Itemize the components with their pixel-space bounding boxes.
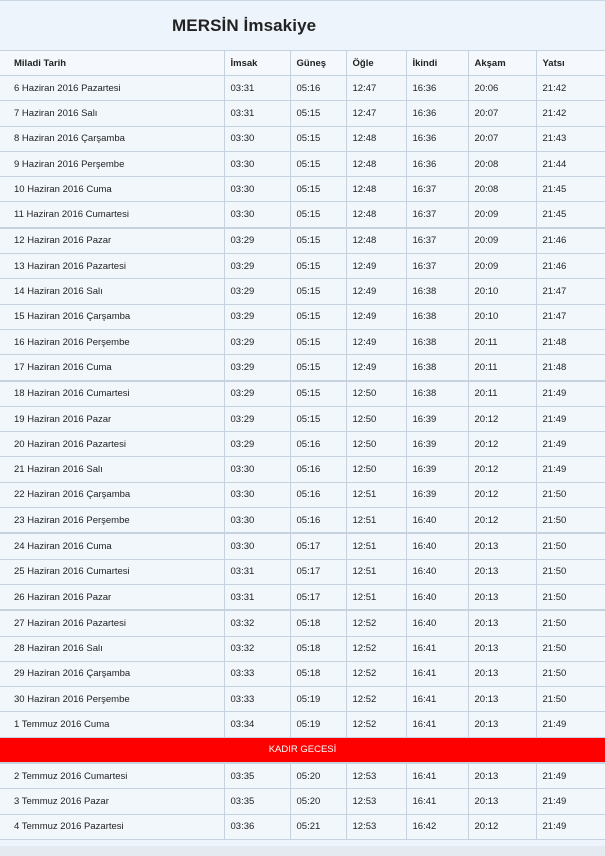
date-cell: 30 Haziran 2016 Perşembe <box>0 687 224 712</box>
imsak-cell: 03:29 <box>224 228 290 254</box>
ikindi-cell: 16:41 <box>406 789 468 814</box>
ogle-cell: 12:52 <box>346 687 406 712</box>
yatsi-cell: 21:47 <box>536 279 605 304</box>
imsak-cell: 03:31 <box>224 101 290 126</box>
ikindi-cell: 16:39 <box>406 432 468 457</box>
table-row <box>0 814 605 839</box>
date-cell: 17 Haziran 2016 Cuma <box>0 355 224 381</box>
ikindi-cell: 16:41 <box>406 687 468 712</box>
header-ikindi: İkindi <box>406 51 468 76</box>
yatsi-cell: 21:42 <box>536 76 605 101</box>
gunes-cell: 05:15 <box>290 101 346 126</box>
date-cell: 8 Haziran 2016 Çarşamba <box>0 126 224 151</box>
table-header-row <box>0 51 605 76</box>
highlight-label: KADIR GECESİ <box>0 737 605 763</box>
ikindi-cell: 16:36 <box>406 76 468 101</box>
ogle-cell: 12:48 <box>346 228 406 254</box>
table-row <box>0 610 605 636</box>
yatsi-cell: 21:42 <box>536 101 605 126</box>
table-row <box>0 228 605 254</box>
gunes-cell: 05:17 <box>290 559 346 584</box>
aksam-cell: 20:06 <box>468 76 536 101</box>
aksam-cell: 20:12 <box>468 432 536 457</box>
gunes-cell: 05:17 <box>290 584 346 610</box>
yatsi-cell: 21:43 <box>536 126 605 151</box>
yatsi-cell: 21:49 <box>536 457 605 482</box>
aksam-cell: 20:13 <box>468 610 536 636</box>
imsak-cell: 03:31 <box>224 584 290 610</box>
imsak-cell: 03:29 <box>224 406 290 431</box>
ogle-cell: 12:49 <box>346 329 406 354</box>
gunes-cell: 05:15 <box>290 228 346 254</box>
yatsi-cell: 21:44 <box>536 151 605 176</box>
imsak-cell: 03:29 <box>224 381 290 407</box>
ikindi-cell: 16:38 <box>406 329 468 354</box>
gunes-cell: 05:21 <box>290 814 346 839</box>
date-cell: 6 Haziran 2016 Pazartesi <box>0 76 224 101</box>
ogle-cell: 12:51 <box>346 584 406 610</box>
yatsi-cell: 21:49 <box>536 712 605 737</box>
ogle-cell: 12:52 <box>346 636 406 661</box>
table-row <box>0 381 605 407</box>
table-row <box>0 584 605 610</box>
aksam-cell: 20:11 <box>468 329 536 354</box>
gunes-cell: 05:16 <box>290 482 346 507</box>
ikindi-cell: 16:37 <box>406 177 468 202</box>
ikindi-cell: 16:39 <box>406 482 468 507</box>
gunes-cell: 05:15 <box>290 279 346 304</box>
aksam-cell: 20:13 <box>468 533 536 559</box>
gunes-cell: 05:16 <box>290 457 346 482</box>
ogle-cell: 12:50 <box>346 432 406 457</box>
aksam-cell: 20:10 <box>468 304 536 329</box>
date-cell: 3 Temmuz 2016 Pazar <box>0 789 224 814</box>
ogle-cell: 12:51 <box>346 482 406 507</box>
yatsi-cell: 21:49 <box>536 814 605 839</box>
table-row <box>0 712 605 737</box>
bottom-strip <box>0 846 605 856</box>
gunes-cell: 05:18 <box>290 661 346 686</box>
aksam-cell: 20:12 <box>468 482 536 507</box>
aksam-cell: 20:08 <box>468 177 536 202</box>
yatsi-cell: 21:45 <box>536 202 605 228</box>
ogle-cell: 12:53 <box>346 789 406 814</box>
ogle-cell: 12:47 <box>346 76 406 101</box>
yatsi-cell: 21:49 <box>536 432 605 457</box>
ogle-cell: 12:52 <box>346 610 406 636</box>
yatsi-cell: 21:50 <box>536 533 605 559</box>
ikindi-cell: 16:40 <box>406 610 468 636</box>
ogle-cell: 12:49 <box>346 254 406 279</box>
aksam-cell: 20:13 <box>468 559 536 584</box>
title-bar <box>0 1 605 50</box>
table-row <box>0 508 605 534</box>
ikindi-cell: 16:36 <box>406 151 468 176</box>
header-imsak: İmsak <box>224 51 290 76</box>
aksam-cell: 20:08 <box>468 151 536 176</box>
aksam-cell: 20:13 <box>468 636 536 661</box>
date-cell: 11 Haziran 2016 Cumartesi <box>0 202 224 228</box>
ogle-cell: 12:52 <box>346 661 406 686</box>
date-cell: 24 Haziran 2016 Cuma <box>0 533 224 559</box>
imsak-cell: 03:30 <box>224 533 290 559</box>
gunes-cell: 05:15 <box>290 202 346 228</box>
table-row <box>0 533 605 559</box>
ikindi-cell: 16:37 <box>406 254 468 279</box>
aksam-cell: 20:13 <box>468 687 536 712</box>
date-cell: 14 Haziran 2016 Salı <box>0 279 224 304</box>
imsak-cell: 03:29 <box>224 254 290 279</box>
table-body <box>0 76 605 840</box>
table-row <box>0 482 605 507</box>
yatsi-cell: 21:46 <box>536 254 605 279</box>
ogle-cell: 12:52 <box>346 712 406 737</box>
gunes-cell: 05:15 <box>290 126 346 151</box>
table-row <box>0 151 605 176</box>
date-cell: 28 Haziran 2016 Salı <box>0 636 224 661</box>
table-row <box>0 202 605 228</box>
table-row <box>0 687 605 712</box>
ikindi-cell: 16:40 <box>406 584 468 610</box>
table-row <box>0 177 605 202</box>
yatsi-cell: 21:50 <box>536 508 605 534</box>
ogle-cell: 12:47 <box>346 101 406 126</box>
date-cell: 29 Haziran 2016 Çarşamba <box>0 661 224 686</box>
gunes-cell: 05:17 <box>290 533 346 559</box>
ogle-cell: 12:50 <box>346 406 406 431</box>
imsak-cell: 03:35 <box>224 789 290 814</box>
imsak-cell: 03:31 <box>224 559 290 584</box>
imsak-cell: 03:29 <box>224 304 290 329</box>
gunes-cell: 05:15 <box>290 254 346 279</box>
yatsi-cell: 21:50 <box>536 661 605 686</box>
aksam-cell: 20:07 <box>468 126 536 151</box>
gunes-cell: 05:16 <box>290 508 346 534</box>
aksam-cell: 20:12 <box>468 406 536 431</box>
imsak-cell: 03:29 <box>224 432 290 457</box>
table-row <box>0 406 605 431</box>
ogle-cell: 12:51 <box>346 533 406 559</box>
gunes-cell: 05:16 <box>290 76 346 101</box>
yatsi-cell: 21:50 <box>536 636 605 661</box>
gunes-cell: 05:15 <box>290 406 346 431</box>
imsak-cell: 03:30 <box>224 151 290 176</box>
imsak-cell: 03:29 <box>224 355 290 381</box>
ikindi-cell: 16:37 <box>406 228 468 254</box>
yatsi-cell: 21:49 <box>536 789 605 814</box>
date-cell: 26 Haziran 2016 Pazar <box>0 584 224 610</box>
gunes-cell: 05:19 <box>290 712 346 737</box>
page-title: MERSİN İmsakiye <box>172 15 317 35</box>
aksam-cell: 20:10 <box>468 279 536 304</box>
table-row <box>0 329 605 354</box>
aksam-cell: 20:12 <box>468 508 536 534</box>
gunes-cell: 05:20 <box>290 763 346 789</box>
date-cell: 13 Haziran 2016 Pazartesi <box>0 254 224 279</box>
date-cell: 12 Haziran 2016 Pazar <box>0 228 224 254</box>
ogle-cell: 12:51 <box>346 508 406 534</box>
imsak-cell: 03:33 <box>224 687 290 712</box>
table-row <box>0 254 605 279</box>
gunes-cell: 05:18 <box>290 610 346 636</box>
table-row <box>0 661 605 686</box>
ogle-cell: 12:49 <box>346 279 406 304</box>
ogle-cell: 12:48 <box>346 177 406 202</box>
date-cell: 16 Haziran 2016 Perşembe <box>0 329 224 354</box>
table-row <box>0 432 605 457</box>
prayer-times-table <box>0 50 605 840</box>
date-cell: 21 Haziran 2016 Salı <box>0 457 224 482</box>
yatsi-cell: 21:48 <box>536 329 605 354</box>
yatsi-cell: 21:50 <box>536 584 605 610</box>
imsak-cell: 03:30 <box>224 508 290 534</box>
ikindi-cell: 16:38 <box>406 381 468 407</box>
aksam-cell: 20:07 <box>468 101 536 126</box>
ikindi-cell: 16:41 <box>406 712 468 737</box>
gunes-cell: 05:19 <box>290 687 346 712</box>
ikindi-cell: 16:36 <box>406 101 468 126</box>
gunes-cell: 05:15 <box>290 304 346 329</box>
ogle-cell: 12:48 <box>346 202 406 228</box>
ogle-cell: 12:50 <box>346 381 406 407</box>
header-ogle: Öğle <box>346 51 406 76</box>
yatsi-cell: 21:49 <box>536 381 605 407</box>
ikindi-cell: 16:38 <box>406 304 468 329</box>
ikindi-cell: 16:40 <box>406 559 468 584</box>
ogle-cell: 12:50 <box>346 457 406 482</box>
table-row <box>0 763 605 789</box>
gunes-cell: 05:15 <box>290 151 346 176</box>
table-row <box>0 76 605 101</box>
yatsi-cell: 21:47 <box>536 304 605 329</box>
yatsi-cell: 21:45 <box>536 177 605 202</box>
gunes-cell: 05:15 <box>290 177 346 202</box>
table-row <box>0 101 605 126</box>
table-row <box>0 126 605 151</box>
ikindi-cell: 16:41 <box>406 763 468 789</box>
date-cell: 2 Temmuz 2016 Cumartesi <box>0 763 224 789</box>
imsak-cell: 03:35 <box>224 763 290 789</box>
table-row <box>0 789 605 814</box>
aksam-cell: 20:12 <box>468 814 536 839</box>
ikindi-cell: 16:40 <box>406 533 468 559</box>
aksam-cell: 20:09 <box>468 202 536 228</box>
date-cell: 10 Haziran 2016 Cuma <box>0 177 224 202</box>
ikindi-cell: 16:42 <box>406 814 468 839</box>
ikindi-cell: 16:39 <box>406 406 468 431</box>
ikindi-cell: 16:39 <box>406 457 468 482</box>
gunes-cell: 05:15 <box>290 329 346 354</box>
imsak-cell: 03:29 <box>224 279 290 304</box>
yatsi-cell: 21:50 <box>536 687 605 712</box>
ikindi-cell: 16:40 <box>406 508 468 534</box>
aksam-cell: 20:13 <box>468 789 536 814</box>
ikindi-cell: 16:41 <box>406 661 468 686</box>
imsak-cell: 03:30 <box>224 482 290 507</box>
date-cell: 19 Haziran 2016 Pazar <box>0 406 224 431</box>
highlight-row <box>0 737 605 763</box>
aksam-cell: 20:09 <box>468 228 536 254</box>
table-row <box>0 457 605 482</box>
table-row <box>0 636 605 661</box>
ogle-cell: 12:53 <box>346 763 406 789</box>
aksam-cell: 20:13 <box>468 712 536 737</box>
imsak-cell: 03:30 <box>224 126 290 151</box>
aksam-cell: 20:13 <box>468 584 536 610</box>
gunes-cell: 05:18 <box>290 636 346 661</box>
header-aksam: Akşam <box>468 51 536 76</box>
aksam-cell: 20:11 <box>468 355 536 381</box>
gunes-cell: 05:16 <box>290 432 346 457</box>
gunes-cell: 05:15 <box>290 381 346 407</box>
ogle-cell: 12:49 <box>346 304 406 329</box>
ogle-cell: 12:51 <box>346 559 406 584</box>
imsak-cell: 03:32 <box>224 610 290 636</box>
date-cell: 7 Haziran 2016 Salı <box>0 101 224 126</box>
imsak-cell: 03:31 <box>224 76 290 101</box>
table-row <box>0 355 605 381</box>
yatsi-cell: 21:50 <box>536 610 605 636</box>
aksam-cell: 20:12 <box>468 457 536 482</box>
ikindi-cell: 16:37 <box>406 202 468 228</box>
aksam-cell: 20:11 <box>468 381 536 407</box>
ogle-cell: 12:49 <box>346 355 406 381</box>
aksam-cell: 20:09 <box>468 254 536 279</box>
date-cell: 20 Haziran 2016 Pazartesi <box>0 432 224 457</box>
ogle-cell: 12:53 <box>346 814 406 839</box>
yatsi-cell: 21:49 <box>536 406 605 431</box>
imsak-cell: 03:34 <box>224 712 290 737</box>
yatsi-cell: 21:48 <box>536 355 605 381</box>
imsak-cell: 03:33 <box>224 661 290 686</box>
date-cell: 1 Temmuz 2016 Cuma <box>0 712 224 737</box>
imsak-cell: 03:30 <box>224 202 290 228</box>
date-cell: 9 Haziran 2016 Perşembe <box>0 151 224 176</box>
imsak-cell: 03:30 <box>224 457 290 482</box>
gunes-cell: 05:15 <box>290 355 346 381</box>
yatsi-cell: 21:46 <box>536 228 605 254</box>
ikindi-cell: 16:38 <box>406 279 468 304</box>
gunes-cell: 05:20 <box>290 789 346 814</box>
date-cell: 25 Haziran 2016 Cumartesi <box>0 559 224 584</box>
date-cell: 4 Temmuz 2016 Pazartesi <box>0 814 224 839</box>
header-date: Miladi Tarih <box>0 51 224 76</box>
header-yatsi: Yatsı <box>536 51 605 76</box>
ikindi-cell: 16:38 <box>406 355 468 381</box>
date-cell: 18 Haziran 2016 Cumartesi <box>0 381 224 407</box>
ikindi-cell: 16:36 <box>406 126 468 151</box>
yatsi-cell: 21:49 <box>536 763 605 789</box>
date-cell: 27 Haziran 2016 Pazartesi <box>0 610 224 636</box>
imsak-cell: 03:29 <box>224 329 290 354</box>
imsak-cell: 03:30 <box>224 177 290 202</box>
yatsi-cell: 21:50 <box>536 482 605 507</box>
date-cell: 15 Haziran 2016 Çarşamba <box>0 304 224 329</box>
ogle-cell: 12:48 <box>346 126 406 151</box>
imsak-cell: 03:36 <box>224 814 290 839</box>
yatsi-cell: 21:50 <box>536 559 605 584</box>
table-row <box>0 559 605 584</box>
date-cell: 23 Haziran 2016 Perşembe <box>0 508 224 534</box>
imsak-cell: 03:32 <box>224 636 290 661</box>
aksam-cell: 20:13 <box>468 661 536 686</box>
ikindi-cell: 16:41 <box>406 636 468 661</box>
header-gunes: Güneş <box>290 51 346 76</box>
aksam-cell: 20:13 <box>468 763 536 789</box>
table-row <box>0 304 605 329</box>
ogle-cell: 12:48 <box>346 151 406 176</box>
table-row <box>0 279 605 304</box>
date-cell: 22 Haziran 2016 Çarşamba <box>0 482 224 507</box>
